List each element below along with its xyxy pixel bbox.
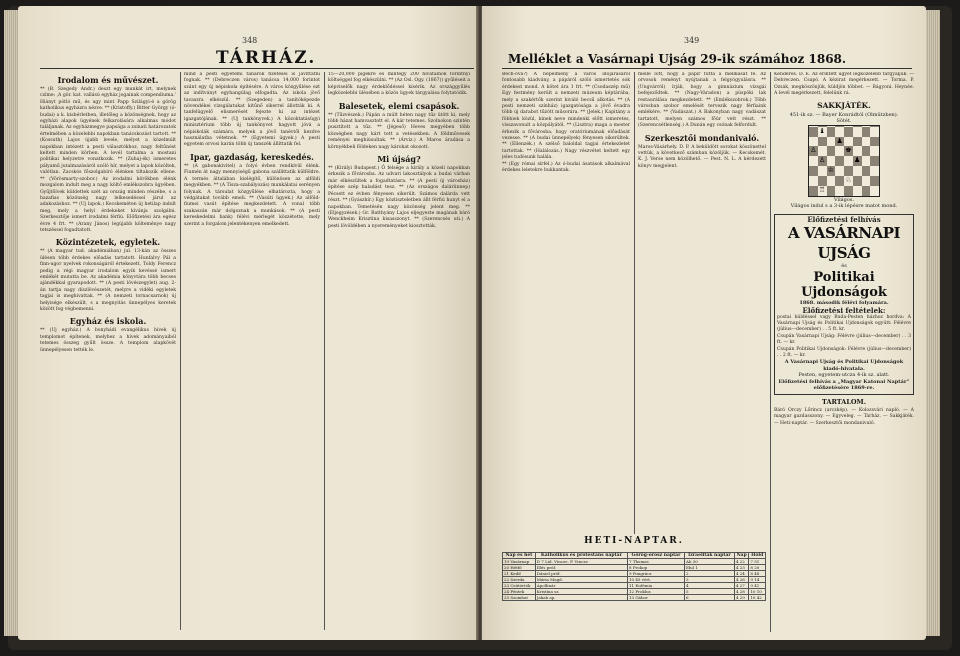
ad-intro: Előfizetési felhívás bbox=[807, 214, 881, 224]
ad-title: A VASÁRNAPI UJSÁG bbox=[787, 224, 901, 263]
calendar-cell: Dániel próf. bbox=[535, 571, 627, 577]
calendar-cell: 20 Hétfő bbox=[503, 565, 536, 571]
calendar-cell: 4 24 bbox=[734, 571, 748, 577]
ad-subtitle: Politikai Ujdonságok bbox=[801, 269, 887, 300]
calendar-cell: 9 41 bbox=[749, 583, 766, 589]
section-text: ** (B. Szegedy Andr.) deszt egy munkát irt, melynek czíme: ,A gör. kat. vallású egyház jogainak compendiuma.' Hiányt pótló mű, és ugy mint Papp Szilágyi-é a görög katholikus egyházra nézve. ** (Kristoffy.) Bitter György (ó-budai) a k. kisbérletben, illetőleg a közönségnek, hogy az egyházi alapok ügyének felkarolására alkalmas módot találjanak. Az egyházmegye papsága a zsinati határozatok értelmében a közelebbi napokban tanácskozást tartott. ** (Kossuth) Lajos újabb levele, melyet a közelmúlt napokban intézett a pesti választókhoz, nagy feltűnést keltett minden körben. A levél tartalma a mostani politikai helyzetre vonatkozik. ** (Zuhaj-ék) ismeretes pályamű jutalmazásáról szóló hír, melyet a lapok közöltek, valótlan. Zacskós főszolgabíró élénken tiltakozik ellene. ** (Vörösmarty-szobor.) Az irodalmi körökben élénk mozgalom indult meg a nagy költő emlékszobra ügyében. Gyűjtőívek küldettek szét az ország minden részébe, s a hazafias közönség nagy lelkesedéssel járul az adakozáshoz. ** (Uj lapok.) Kecskeméten új hetilap indult meg, mely a helyi érdekeket kívánja szolgálni. Szerkesztője ismert irodalmi férfiú. Előfizetési ára egész évre 4 frt. ** (Arany János) legújabb költeménye nagy tetszéssel fogadtatott. bbox=[40, 87, 176, 233]
section-text: Maros-Vásárhely. D. P. A beküldött sorokat köszönettel vettük, a következő számban közöljük. — Kecskemét. K. J. Verse nem közölhető. — Pest. N. L. A kérdezett könyv megjelent. bbox=[638, 144, 766, 169]
calendar-cell: 24 Péntek bbox=[503, 589, 536, 595]
right-column-1 bbox=[502, 72, 630, 534]
supplement-header: Melléklet a Vasárnapi Ujság 29-ik számához 1868. bbox=[508, 52, 847, 66]
chess-title: SAKKJÁTÉK. bbox=[817, 100, 871, 110]
tartalom-text: Báró Orczy Lőrincz (arczkép). — Kolozsvári napló. — A magyar gazdasszony. — Egyveleg. — Tárház. — Sakkjáték. — Heti-naptár. — Szerkesztői mondanivaló. bbox=[774, 407, 914, 426]
column-text: ** (Egy római sírfel.) Az ó-budai ásatások alkalmával érdekes leletekre bukkantak. bbox=[502, 161, 630, 174]
calendar-cell: 4 29 bbox=[734, 595, 748, 601]
calendar-cell: 4 27 bbox=[734, 583, 748, 589]
right-column-2 bbox=[638, 72, 766, 534]
ad-terms: Csupán Vasárnapi Ujság: Félévre (július—december) . . 3 ft. — kr. bbox=[777, 333, 911, 346]
calendar-cell: 5 bbox=[684, 589, 734, 595]
ad-footer: Pesten, egyetem-utcza 4-ik sz. alatt. bbox=[798, 372, 890, 379]
calendar-title: HETI-NAPTÁR. bbox=[584, 536, 684, 546]
calendar-cell: 4 28 bbox=[734, 589, 748, 595]
calendar-cell: Mária Magd. bbox=[535, 577, 627, 583]
column-divider bbox=[634, 72, 635, 534]
calendar-cell: 11 Eufémia bbox=[628, 583, 685, 589]
calendar-cell: 4 bbox=[684, 583, 734, 589]
left-column-2 bbox=[184, 72, 320, 632]
right-column-3 bbox=[774, 72, 914, 632]
left-page bbox=[18, 6, 478, 640]
section-title: Szerkesztői mondanivaló. bbox=[644, 132, 760, 143]
calendar-cell: Ab 30 bbox=[684, 559, 734, 565]
calendar-cell: 9 Pongrácz bbox=[628, 571, 685, 577]
chess-caption: Világos indul s a 3-ik lépésre matot mond. bbox=[790, 203, 898, 210]
column-text: mind a pesti egyetemi tanárok fizetései is javíttatni fognak. ** (Debreczen város) tanácsa 14,000 forintot szánt egy új népiskola építésére. A város közgyűlése ezt az indítványt egyhangúlag elfogadta. Az iskola jövő tavaszra elkészül. ** (Szegeden) a tanítóképezde növendékei vizsgálatukat kitűnő sikerrel állották ki. A tanfelügyelő elismerését fejezte ki az intézet igazgatójának. ** (Uj tankönyvek.) A közoktatásügyi minisztérium több új tankönyvet hagyott jóvá a népiskolák számára, melyek a jövő tanévtől kezdve használatba vétetnek. ** (Egyetemi ügyek.) A pesti egyetem orvosi karán több új tanszék állíttatik fel. bbox=[184, 72, 320, 148]
chess-white-label: Világos. bbox=[833, 196, 855, 203]
column-text: Bech-ová?) A népélmény a város időjárásáról fontosabb kiadvány, a pápáról szóló ismertetés sok érdekest mond. A kötet ára 1 frt. ** (Csodaszép mű) Egy festmény került a nemzeti múzeum képtárába, mely a szakértők szerint kiváló becsű alkotás. ** (A pesti nemzeti színház) igazgatósága a jövő évadra több új darabot tűzött műsorára. ** (Jelek.) Kapitány a föbbiek közül, kinek neve mindenki előtt ismeretes, visszavonult a közpályától. ** (Lisztra) maga a mester érkezik a fővárosba, hogy oratóriumának előadását vezesse. ** (A budai ünnepélyek) fényesen sikerültek. ** (Ellenzék.) A szélső baloldal tagjai értekezletet tartottak. ** (Halálozás.) Nagy részvétet keltett egy jeles tudósunk halála. bbox=[502, 72, 630, 161]
calendar-title-wrap bbox=[502, 536, 766, 550]
ad-terms-title: Előfizetési feltételek: bbox=[802, 306, 886, 316]
subscription-ad bbox=[774, 214, 914, 395]
tartalom-title: TARTALOM. bbox=[821, 397, 867, 406]
left-column-1 bbox=[40, 72, 176, 632]
calendar-header-cell: Izraeliták naptár bbox=[684, 553, 734, 559]
calendar-cell: 3 bbox=[684, 577, 734, 583]
calendar-cell: 10 10 bbox=[749, 589, 766, 595]
ad-kalendar: Előfizetési felhívás a „Magyar Katonai Naptár” előfizetésére 1869-re. bbox=[778, 378, 910, 392]
header-rule bbox=[502, 68, 912, 69]
ad-and: és bbox=[841, 263, 847, 270]
calendar-cell: Elul 1 bbox=[684, 565, 734, 571]
calendar-cell: Jakab ap. bbox=[535, 595, 627, 601]
ad-terms: postai küldéssel vagy Buda-Pesten házhoz hordva: A Vasárnapi Ujság és Politikai Ujdonságok együtt: Félévre (július—december) . . 5 ft. kr. bbox=[777, 314, 911, 333]
calendar-cell: Apollinár bbox=[535, 583, 627, 589]
calendar-cell: 4 26 bbox=[734, 577, 748, 583]
masthead-tarhaz: TÁRHÁZ. bbox=[216, 48, 317, 68]
section-text: ** (A gabonakivitel) a folyó évben rendkívül élénk. Fiumén át nagy mennyiségű gabona szállíttatik külföldre. A termés általában kielégítő, különösen az alföldi megyékben. ** (A Tisza-szabályozás) munkálatai serényen folynak. A társulat közgyűlése elhatározta, hogy a védgátakat tovább emeli. ** (Vasúti ügyek.) Az alföld-fiumei vasút építése megkezdetett. A vonal több szakaszán már dolgoznak a munkások. ** (A pesti kereskedelmi bank) félévi mérlegét közzétette, mely szerint a forgalom jelentékenyen emelkedett. bbox=[184, 163, 320, 227]
right-page-number: 349 bbox=[684, 36, 700, 45]
calendar-header-cell: Görög-orosz naptár bbox=[628, 553, 685, 559]
calendar-cell: 8 20 bbox=[749, 565, 766, 571]
chess-board: ♝ ♟ ♙ ♚ ♙ ♟ ♔ ♘ ♖ bbox=[808, 125, 880, 197]
calendar-header-cell: Nap és hét bbox=[503, 553, 536, 559]
section-title: Irodalom és művészet. bbox=[57, 75, 159, 85]
column-divider bbox=[180, 72, 181, 630]
section-title: Balesetek, elemi csapások. bbox=[338, 100, 460, 111]
heti-naptar-table bbox=[502, 552, 766, 601]
calendar-header-cell: Hold bbox=[749, 553, 766, 559]
calendar-cell: 8 48 bbox=[749, 571, 766, 577]
ad-year: 1868. második félévi folyamára. bbox=[799, 299, 889, 306]
calendar-cell: 6 bbox=[684, 595, 734, 601]
ad-terms: Csupán Politikai Ujdonságok: Félévre (július—december) . . 2 ft. — kr. bbox=[777, 346, 911, 359]
calendar-cell: Illés próf. bbox=[535, 565, 627, 571]
chess-subtitle: 451-ik sz. — Bayer Konrádtól (Olmützben). bbox=[789, 111, 899, 118]
calendar-header-cell: Katholikus és protestáns naptár bbox=[535, 553, 627, 559]
calendar-cell: 12 Proklus bbox=[628, 589, 685, 595]
calendar-cell: 7 51 bbox=[749, 559, 766, 565]
calendar-cell: 23 Csütörtök bbox=[503, 583, 536, 589]
right-page-edges bbox=[926, 10, 940, 636]
left-page-number: 348 bbox=[242, 36, 258, 45]
calendar-cell: 4 22 bbox=[734, 559, 748, 565]
section-text: ** (Tűzvészek.) Pápán a múlt héten nagy tűz ütött ki, mely több házat hamvasztott el. A kár tetemes. Szolnokon szintén pusztított a tűz. ** (Jégeső) Heves megyében több községben nagy kárt tett a vetésekben. A földművesek reményei meghiúsultak. ** (Árvíz.) A Maros áradása a környékbeli földeken nagy károkat okozott. bbox=[328, 112, 470, 150]
section-text: ** (Uj egyház.) A bonyhádi evangélikus hívek új templomot építenek, melyhez a hívek adományaiból tetemes összeg gyűlt össze. A templom alapkövét ünnepélyesen tették le. bbox=[40, 328, 176, 353]
calendar-cell: 8 Prokop bbox=[628, 565, 685, 571]
section-title: Egyház és iskola. bbox=[69, 316, 147, 327]
calendar-cell: 10 45 vért. bbox=[628, 577, 685, 583]
calendar-cell: 10 42 bbox=[749, 595, 766, 601]
section-title: Ipar, gazdaság, kereskedés. bbox=[190, 151, 314, 162]
right-page bbox=[482, 6, 926, 640]
column-text: Kenderes. D. E. Az érintett ügyet legközelebb tárgyaljuk. — Debreczen. Csapó. A kézirat megérkezett. — Torma. P. Ozsák, megköszönjük, küldjön többet. — Bágyoni. Heynée. A levél megérkezett, felelünk rá. bbox=[774, 72, 914, 97]
section-title: Mi újság? bbox=[377, 154, 421, 165]
section-title: Közintézetek, egyletek. bbox=[55, 237, 161, 248]
section-text: ** (Királyi Budapest.) Ő felsége a király a közeli napokban érkezik a fővárosba. Az udvari lakosztályok a budai várban már elkészültek a fogadtatásra. ** (A pesti új városház) építése szép haladást tesz. ** (Az országos dalárünnep) Pécsett ez évben fényesen sikerült. Számos dalárda vett részt. ** (Gyászhír.) Egy köztiszteletben állt férfiú hunyt el a napokban. Temetésén nagy közönség jelent meg. ** (Eljegyzések.) Gr. Batthyány Lajos eljegyezte magának báró Wenckheim Krisztina kisasszonyt. ** (Szerencsés uti.) A pesti lövöldében a nyereményeket kiosztották. bbox=[328, 166, 470, 229]
section-text: ** (A magyar tud. akadémiában) jul. 13-kán az összes ülésen több érdekes előadás tartatott. Hunfalvy Pál a finn-ugor nyelvek rokonságáról értekezett, Toldy Ferencz pedig a régi magyar irodalom egyik kevéssé ismert emlékét mutatta be. Az akadémia könyvtára több becses ajándékkal gyarapodott. ** (A pesti lövészegylet) aug. 2-án tartja nagy díszlövészetét, melyre a vidéki egyletek tagjai is meghivattak. ** (A nemzeti tornacsarnok) új helyisége elkészült, s a megnyitás ünnepélyes keretek között fog végbemenni. bbox=[40, 249, 176, 312]
masthead-rule bbox=[40, 68, 474, 69]
calendar-cell: 21 Kedd bbox=[503, 571, 536, 577]
calendar-cell: 7 Thomas bbox=[628, 559, 685, 565]
calendar-cell: 22 Szerda bbox=[503, 577, 536, 583]
column-text: 15—20,000 pigekre és mintegy 200 hivatalnok forintnyi költséggel fog elkészülni. ** (Az Osl. Ogy. (1867)) gyűléseit a képviselők nagy érdeklődéssel kísérik. Az országgyűlés legközelebbi ülésében a közös ügyek tárgyalása folytatódik. bbox=[328, 72, 470, 97]
left-page-edges bbox=[4, 10, 18, 636]
calendar-cell: 4 23 bbox=[734, 565, 748, 571]
calendar-cell: 25 Szombat bbox=[503, 595, 536, 601]
calendar-cell: D 7 Lid. Vincze, P. Vincze bbox=[535, 559, 627, 565]
column-divider bbox=[770, 72, 771, 632]
chess-black-label: Sötét. bbox=[836, 118, 852, 125]
calendar-header-cell: Nap bbox=[734, 553, 748, 559]
column-text: melle lőtt, hogy a papír futta a mellkasát fe. Az orvosok reményt nyújtanak a felgyógyulásra. ** (Ungvárról) írják, hogy a gimnázium vizsgái befejeződtek. ** (Nagy-Váradon) a püspöki lak restaurálása megkezdetett. ** (Emlékszobrok.) Több városban szobor emelését tervezik nagy férfiaink emlékére. ** (Vadászat.) A Bakonyban nagy vadászat tartatott, melyen számos főúr vett részt. ** (Szerencsétlenség.) A Dunán egy csónak felfordult. bbox=[638, 72, 766, 129]
calendar-cell: Kristina sz. bbox=[535, 589, 627, 595]
calendar-row bbox=[503, 595, 766, 601]
left-column-3 bbox=[328, 72, 470, 632]
calendar-cell: 9 14 bbox=[749, 577, 766, 583]
calendar-cell: 13 Gábor bbox=[628, 595, 685, 601]
calendar-cell: 2 bbox=[684, 571, 734, 577]
ad-footer: A Vasárnapi Ujság és Politikai Ujdonságok kiadó-hivatala. bbox=[784, 359, 904, 372]
column-divider bbox=[324, 72, 325, 630]
calendar-cell: 19 Vasárnap bbox=[503, 559, 536, 565]
